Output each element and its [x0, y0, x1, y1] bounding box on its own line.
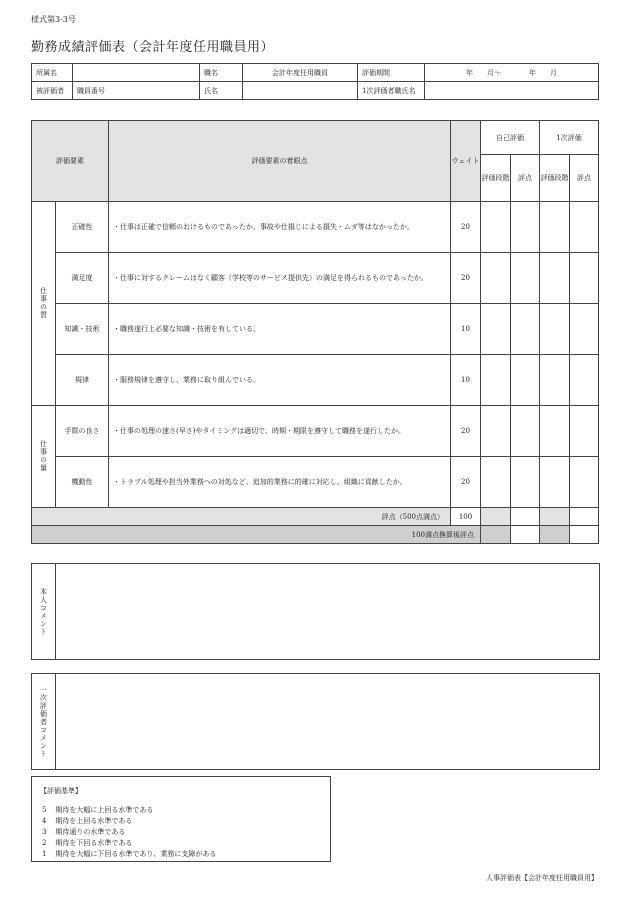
- affiliation-label: 所属名: [32, 64, 73, 82]
- self-level-cell[interactable]: [481, 457, 511, 508]
- name-label: 氏名: [200, 82, 243, 100]
- col-element-header: 評価要素: [32, 121, 109, 202]
- period-label: 評価期間: [358, 64, 425, 82]
- criteria-item: 4 期待を上回る水準である: [42, 817, 133, 825]
- focus-satisfaction: ・仕事に対するクレームはなく顧客（学校等のサービス提供先）の満足を得られるものであったか。: [109, 253, 451, 304]
- self-score-cell[interactable]: [511, 304, 540, 355]
- first-level-cell[interactable]: [540, 202, 570, 253]
- criteria-item: 3 期待通りの水準である: [42, 828, 126, 836]
- focus-mobility: ・トラブル処理や担当外業務への対処など、追加的業務に的確に対応し、組織に貢献したか。: [109, 457, 451, 508]
- first-score-cell[interactable]: [570, 202, 599, 253]
- total-label: 評点（500点満点）: [32, 508, 451, 526]
- self-score-cell[interactable]: [511, 457, 540, 508]
- col-focus-header: 評価要素の着眼点: [109, 121, 451, 202]
- first-level-cell[interactable]: [540, 253, 570, 304]
- first-level-cell[interactable]: [540, 406, 570, 457]
- affiliation-field[interactable]: [73, 64, 200, 82]
- footer-text: 人事評価表【会計年度任用職員用】: [486, 874, 598, 882]
- self-level-cell[interactable]: [481, 304, 511, 355]
- first-evaluator-field[interactable]: [425, 82, 599, 100]
- focus-knowledge: ・職務遂行上必要な知識・技術を有している。: [109, 304, 451, 355]
- criteria-heading: 【評価基準】: [40, 787, 82, 795]
- self-eval-header: 自己評価: [481, 121, 540, 155]
- period-value[interactable]: 年 月～ 年 月: [425, 64, 599, 82]
- self-level-cell[interactable]: [481, 355, 511, 406]
- self-level-cell[interactable]: [481, 406, 511, 457]
- self-converted-level: [481, 526, 511, 544]
- weight-accuracy: 20: [451, 202, 481, 253]
- first-score-cell[interactable]: [570, 355, 599, 406]
- total-weight: 100: [451, 508, 481, 526]
- first-level-header: 評価段階: [540, 155, 570, 202]
- page-title: 勤務成績評価表（会計年度任用職員用）: [31, 40, 275, 55]
- first-score-cell[interactable]: [570, 457, 599, 508]
- first-level-cell[interactable]: [540, 355, 570, 406]
- criteria-item: 1 期待を大幅に下回る水準であり、業務に支障がある: [42, 850, 217, 858]
- element-discipline: 規律: [56, 355, 109, 406]
- self-comment-label: 本人コメント: [32, 564, 56, 659]
- first-evaluator-label: 1次評価者職氏名: [358, 82, 425, 100]
- focus-efficiency: ・仕事の処理の速さ(早さ)やタイミングは適切で、時期・期限を遵守して職務を遂行したか。: [109, 406, 451, 457]
- evaluator-comment-field[interactable]: [56, 674, 599, 769]
- focus-discipline: ・服務規律を遵守し、業務に取り組んでいる。: [109, 355, 451, 406]
- first-level-cell[interactable]: [540, 457, 570, 508]
- employee-no-label: 職員番号: [73, 82, 200, 100]
- element-efficiency: 手際の良さ: [56, 406, 109, 457]
- self-score-header: 評点: [511, 155, 540, 202]
- self-score-cell[interactable]: [511, 202, 540, 253]
- self-level-header: 評価段階: [481, 155, 511, 202]
- weight-knowledge: 10: [451, 304, 481, 355]
- name-field[interactable]: [243, 82, 358, 100]
- element-accuracy: 正確性: [56, 202, 109, 253]
- first-converted-score[interactable]: [570, 526, 599, 544]
- first-total-score[interactable]: [570, 508, 599, 526]
- col-weight-header: ウェイト: [451, 121, 481, 202]
- first-score-cell[interactable]: [570, 406, 599, 457]
- weight-mobility: 20: [451, 457, 481, 508]
- job-value: 会計年度任用職員: [243, 64, 358, 82]
- first-score-cell[interactable]: [570, 304, 599, 355]
- evaluation-table: [31, 120, 599, 544]
- form-number: 様式第3-3号: [31, 15, 76, 24]
- focus-accuracy: ・仕事は正確で信頼のおけるものであったか、事故や仕損じによる損失・ムダ等はなかったか。: [109, 202, 451, 253]
- self-total-score[interactable]: [511, 508, 540, 526]
- first-score-cell[interactable]: [570, 253, 599, 304]
- first-score-header: 評点: [570, 155, 599, 202]
- criteria-legend: [31, 776, 331, 862]
- weight-efficiency: 20: [451, 406, 481, 457]
- criteria-item: 2 期待を下回る水準である: [42, 839, 133, 847]
- self-converted-score[interactable]: [511, 526, 540, 544]
- first-eval-header: 1次評価: [540, 121, 599, 155]
- group-quality: 仕事の質: [32, 202, 56, 406]
- first-converted-level: [540, 526, 570, 544]
- job-label: 職名: [200, 64, 243, 82]
- evaluator-comment-box: [31, 673, 600, 770]
- header-table: [31, 63, 599, 100]
- self-score-cell[interactable]: [511, 355, 540, 406]
- element-mobility: 機動性: [56, 457, 109, 508]
- group-quantity: 仕事の量: [32, 406, 56, 508]
- criteria-item: 5 期待を大幅に上回る水準である: [42, 806, 154, 814]
- first-level-cell[interactable]: [540, 304, 570, 355]
- element-knowledge: 知識・技術: [56, 304, 109, 355]
- self-total-level: [481, 508, 511, 526]
- self-score-cell[interactable]: [511, 406, 540, 457]
- weight-discipline: 10: [451, 355, 481, 406]
- self-comment-box: [31, 563, 600, 660]
- element-satisfaction: 満足度: [56, 253, 109, 304]
- self-level-cell[interactable]: [481, 202, 511, 253]
- weight-satisfaction: 20: [451, 253, 481, 304]
- converted-label: 100満点換算後評点: [32, 526, 481, 544]
- evaluator-comment-label: 一次評価者コメント: [32, 674, 56, 769]
- self-level-cell[interactable]: [481, 253, 511, 304]
- self-comment-field[interactable]: [56, 564, 599, 659]
- self-score-cell[interactable]: [511, 253, 540, 304]
- evaluatee-label: 被評価者: [32, 82, 73, 100]
- first-total-level: [540, 508, 570, 526]
